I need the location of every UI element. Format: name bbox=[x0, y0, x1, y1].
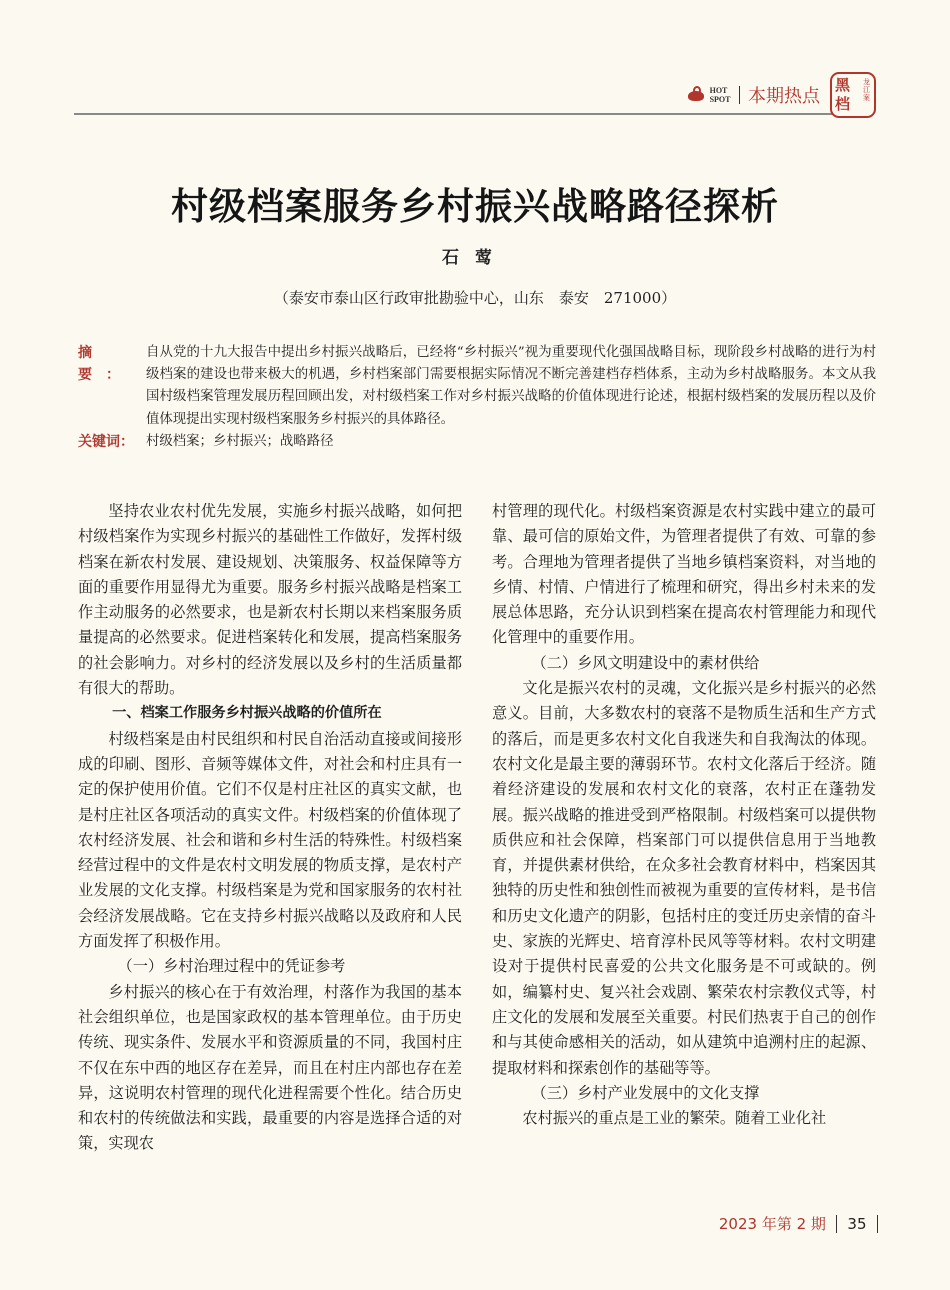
hot-label-line2: SPOT bbox=[709, 95, 731, 104]
sub3-heading: （三）乡村产业发展中的文化支撑 bbox=[531, 1083, 760, 1102]
section1-paragraph: 村级档案是由村民组织和村民自治活动直接或间接形成的印刷、图形、音频等媒体文件，对社会和村庄具有一定的保护使用价值。它们不仅是村庄社区的真实文献，也是村庄社区各项活动的真实文件。村级档案的价值体现了农村经济发展、社会和谐和乡村生活的特殊性。村级档案经营过程中的文件是农村文明发展的物质支撑，是农村产业发展的文化支撑。村级档案是为党和国家服务的农村社会经济发展战略。它在支持乡村振兴战略以及政府和人民方面发挥了积极作用。 bbox=[78, 729, 462, 951]
keywords-text: 村级档案；乡村振兴；战略路径 bbox=[146, 433, 334, 449]
body-column-right bbox=[492, 499, 876, 1131]
sub2-paragraph: 文化是振兴农村的灵魂，文化振兴是乡村振兴的必然意义。目前，大多数农村的衰落不是物质生活和生产方式的落后，而是更多农村文化自我迷失和自我淘汰的体现。农村文化是最主要的薄弱环节。农村文化落后于经济。随着经济建设的发展和农村文化的衰落，农村正在蓬勃发展。振兴战略的推进受到严格限制。村级档案可以提供物质供应和社会保障，档案部门可以提供信息用于当地教育，并提供素材供给，在众多社会教育材料中，档案因其独特的历史性和独创性而被视为重要的宣传材料，是书信和历史文化遗产的阴影，包括村庄的变迁历史亲情的奋斗史、家族的光辉史、培育淳朴民风等等材料。农村文明建设对于提供村民喜爱的公共文化服务是不可或缺的。例如，编纂村史、复兴社会戏剧、繁荣农村宗教仪式等，村庄文化的发展和发展至关重要。村民们热衷于自己的创作和与其使命感相关的活动，如从建筑中追溯村庄的起源、提取材料和探索创作的基础等等。 bbox=[492, 679, 876, 1077]
abstract-block bbox=[78, 342, 876, 453]
hot-label-line1: HOT bbox=[709, 86, 728, 95]
sub1-paragraph: 乡村振兴的核心在于有效治理，村落作为我国的基本社会组织单位，也是国家政权的基本管理单位。由于历史传统、现实条件、发展水平和资源质量的不同，我国村庄不仅在东中西的地区存在差异，而且在村庄内部也存在差异，这说明农村管理的现代化进程需要个性化。结合历史和农村的传统做法和实践，最重要的内容是选择合适的对策，实现农 bbox=[78, 982, 462, 1153]
hot-spot-label bbox=[710, 86, 731, 104]
section1-heading: 一、档案工作服务乡村振兴战略的价值所在 bbox=[112, 705, 382, 722]
abstract-label: 摘要： bbox=[78, 345, 134, 384]
article-title: 村级档案服务乡村振兴战略路径探析 bbox=[171, 185, 779, 228]
issue-label: 2023 年第 2 期 bbox=[718, 1215, 826, 1233]
logo-sub-text: 龙江案 bbox=[863, 78, 870, 102]
author-affiliation: （泰安市泰山区行政审批勘验中心，山东 泰安 271000） bbox=[273, 289, 677, 307]
logo-main-text: 黑档 bbox=[835, 76, 851, 113]
keywords-label: 关键词： bbox=[78, 433, 134, 450]
footer-end-bar bbox=[877, 1215, 879, 1233]
body-column-left bbox=[78, 499, 462, 1157]
page-footer bbox=[719, 1213, 878, 1234]
abstract-text: 自从党的十九大报告中提出乡村振兴战略后，已经将“乡村振兴”视为重要现代化强国战略目标，现阶段乡村战略的进行为村级档案的建设也带来极大的机遇，乡村档案部门需要根据实际情况不断完善建档存档体系，主动为乡村战略服务。本文从我国村级档案管理发展历程回顾出发，对村级档案工作对乡村振兴战略的价值体现进行论述，根据村级档案的发展历程以及价值体现提出实现村级档案服务乡村振兴的具体路径。 bbox=[146, 345, 876, 427]
sub1-paragraph-continued: 村管理的现代化。村级档案资源是农村实践中建立的最可靠、最可信的原始文件，为管理者提供了有效、可靠的参考。合理地为管理者提供了当地乡镇档案资料，对当地的乡情、村情、户情进行了梳理和研究，得出乡村未来的发展总体思路，充分认识到档案在提高农村管理能力和现代化管理中的重要作用。 bbox=[492, 502, 876, 647]
abstract-row bbox=[78, 342, 876, 431]
sub1-heading: （一）乡村治理过程中的凭证参考 bbox=[117, 957, 346, 976]
sub2-heading: （二）乡风文明建设中的素材供给 bbox=[531, 653, 760, 672]
header-separator bbox=[739, 86, 741, 104]
article-author: 石莺 bbox=[442, 248, 508, 268]
sub3-paragraph: 农村振兴的重点是工业的繁荣。随着工业化社 bbox=[522, 1109, 827, 1128]
journal-logo bbox=[830, 72, 876, 118]
footer-separator bbox=[836, 1215, 838, 1233]
section-label: 本期热点 bbox=[748, 86, 820, 107]
hot-spot-icon bbox=[686, 85, 706, 105]
page-number: 35 bbox=[847, 1214, 867, 1233]
intro-paragraph: 坚持农业农村优先发展，实施乡村振兴战略，如何把村级档案作为实现乡村振兴的基础性工作做好，发挥村级档案在新农村发展、建设规划、决策服务、权益保障等方面的重要作用显得尤为重要。服务乡村振兴战略是档案工作主动服务的必然要求，也是新农村长期以来档案服务质量提高的必然要求。促进档案转化和发展，提高档案服务的社会影响力。对乡村的经济发展以及乡村的生活质量都有很大的帮助。 bbox=[78, 502, 462, 698]
keywords-row bbox=[78, 431, 876, 453]
section-header bbox=[686, 70, 876, 120]
